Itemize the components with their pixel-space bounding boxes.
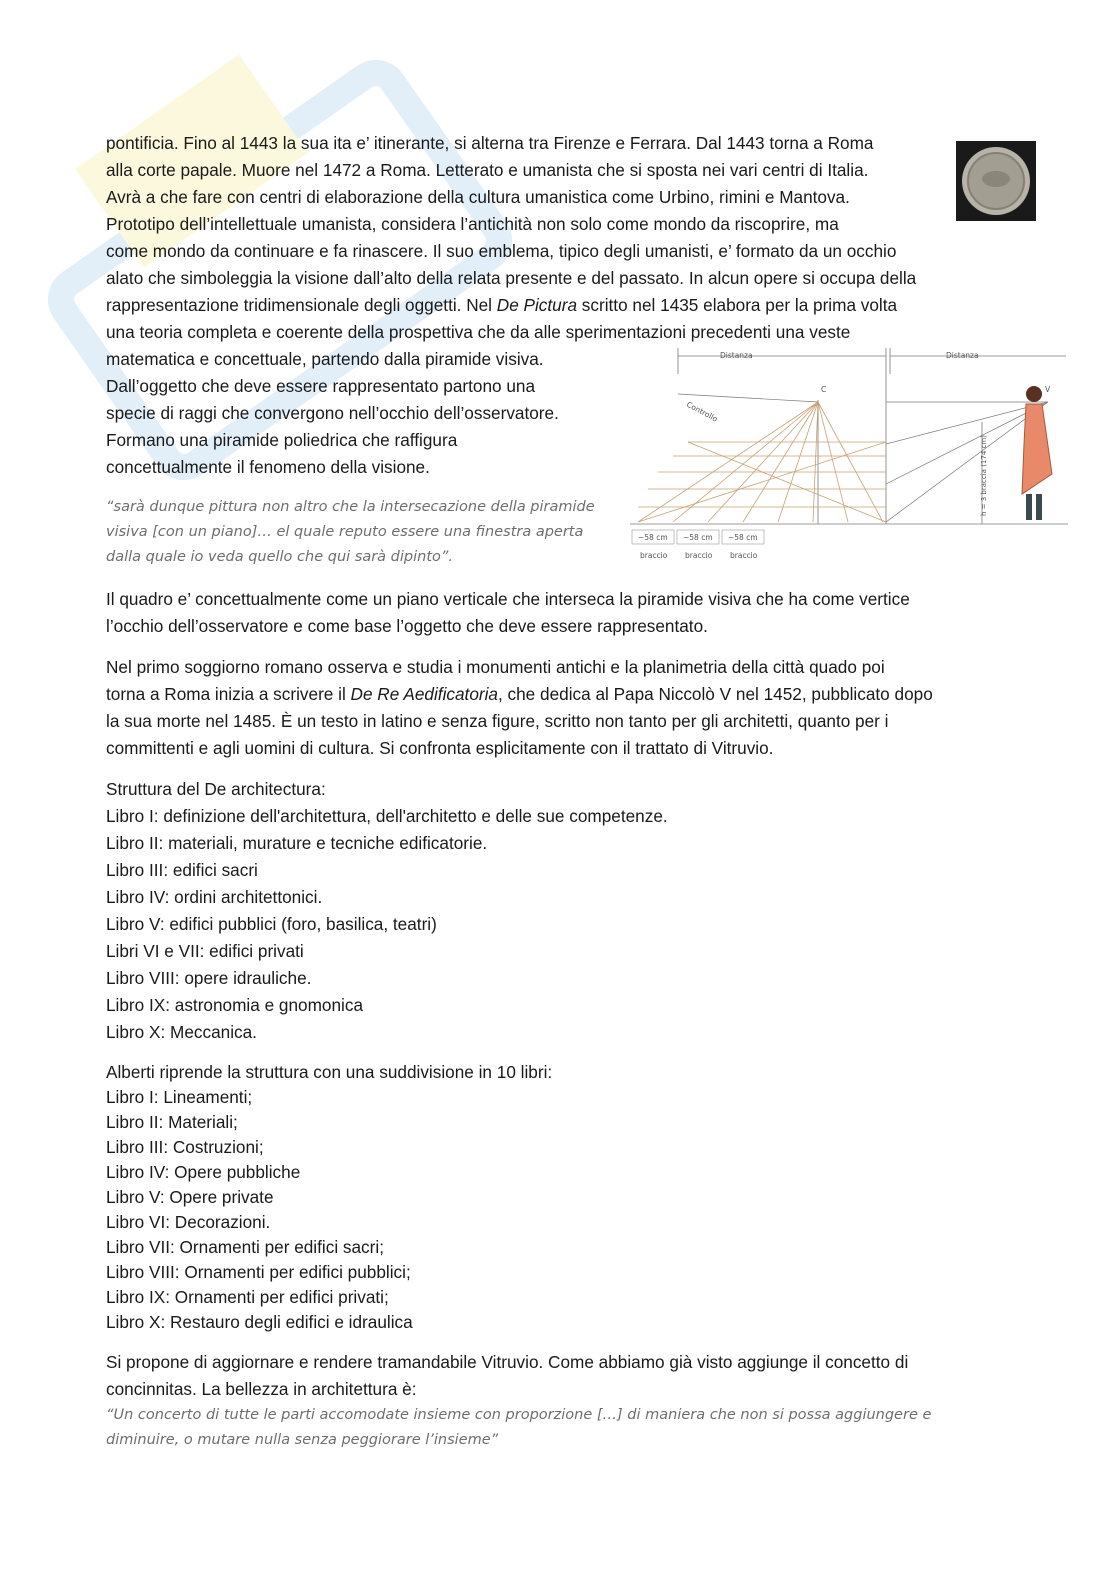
- text-line: torna a Roma inizia a scrivere il De Re Aedificatoria, che dedica al Papa Niccolò V nel 1452, pubblicato dopo: [106, 684, 933, 704]
- quote-line: visiva [con un piano]… el quale reputo essere una finestra aperta: [106, 524, 584, 540]
- quadro-paragraph: [106, 586, 1006, 640]
- text-line: Dall’oggetto che deve essere rappresentato partono una: [106, 376, 536, 396]
- list-item: Libri VI e VII: edifici privati: [106, 941, 304, 961]
- concinnitas-paragraph: [106, 1349, 1006, 1403]
- unit-1: ~58 cm: [638, 533, 668, 542]
- alberti-quote: [106, 495, 1006, 570]
- text-line: matematica e concettuale, partendo dalla piramide visiva.: [106, 349, 544, 369]
- braccio-2: braccio: [685, 551, 713, 560]
- text-line: rappresentazione tridimensionale degli oggetti. Nel De Pictura scritto nel 1435 elabora per la prima volta: [106, 295, 898, 315]
- de-re-aedificatoria-title: De Re Aedificatoria: [350, 684, 498, 704]
- list-item: Libro VI: Decorazioni.: [106, 1212, 271, 1232]
- list-item: Libro I: definizione dell'architettura, dell'architetto e delle sue competenze.: [106, 806, 668, 826]
- roma-paragraph: [106, 654, 1006, 762]
- text-line: Si propone di aggiornare e rendere tramandabile Vitruvio. Come abbiamo già visto aggiunge il concetto di: [106, 1352, 909, 1372]
- quote-line: “Un concerto di tutte le parti accomodate insieme con proporzione […] di maniera che non si possa aggiungere e: [106, 1407, 932, 1423]
- list-item: Libro II: Materiali;: [106, 1112, 238, 1132]
- text-line: specie di raggi che convergono nell’occhio dell’osservatore.: [106, 403, 559, 423]
- list-item: Libro IV: ordini architettonici.: [106, 887, 323, 907]
- list-item: Libro IX: astronomia e gnomonica: [106, 995, 363, 1015]
- text-line: concinnitas. La bellezza in architettura è:: [106, 1379, 417, 1399]
- list-item: Libro II: materiali, murature e tecniche edificatorie.: [106, 833, 488, 853]
- text-line: concettualmente il fenomeno della visione.: [106, 457, 430, 477]
- text-line: una teoria completa e coerente della prospettiva che da alle sperimentazioni precedenti una veste: [106, 322, 851, 342]
- text-line: Avrà a che fare con centri di elaborazione della cultura umanistica come Urbino, rimini e Mantova.: [106, 187, 850, 207]
- list-item: Libro IX: Ornamenti per edifici privati;: [106, 1287, 389, 1307]
- label-controllo: Controllo: [685, 399, 720, 424]
- text-line: Prototipo dell’intellettuale umanista, considera l’antichità non solo come mondo da riscoprire, ma: [106, 214, 839, 234]
- text-line: la sua morte nel 1485. È un testo in latino e senza figure, scritto non tanto per gli architetti, quanto per i: [106, 711, 889, 731]
- list-item: Libro I: Lineamenti;: [106, 1087, 253, 1107]
- quote-line: diminuire, o mutare nulla senza peggiorare l’insieme”: [106, 1432, 499, 1448]
- text-line: committenti e agli uomini di cultura. Si confronta esplicitamente con il trattato di Vitruvio.: [106, 738, 774, 758]
- alberti-structure-list: [106, 1060, 1006, 1335]
- label-height: h = 3 braccia (174 cm): [980, 435, 988, 516]
- text-line: pontificia. Fino al 1443 la sua ita e’ itinerante, si alterna tra Firenze e Ferrara. Dal 1443 torna a Roma: [106, 133, 874, 153]
- label-distanza-2: Distanza: [946, 351, 979, 360]
- text-line: Formano una piramide poliedrica che raffigura: [106, 430, 458, 450]
- list-item: Libro III: Costruzioni;: [106, 1137, 264, 1157]
- list-item: Libro X: Restauro degli edifici e idraulica: [106, 1312, 413, 1332]
- list-item: Libro VII: Ornamenti per edifici sacri;: [106, 1237, 384, 1257]
- observer-figure: [1022, 386, 1052, 520]
- text-line: Il quadro e’ concettualmente come un piano verticale che interseca la piramide visiva che ha come vertice: [106, 589, 910, 609]
- label-c: C: [821, 385, 827, 394]
- de-pictura-title: De Pictura: [496, 295, 578, 315]
- list-heading: Struttura del De architectura:: [106, 779, 326, 799]
- unit-2: ~58 cm: [683, 533, 713, 542]
- vitruvio-structure-list: [106, 776, 1006, 1046]
- list-item: Libro V: Opere private: [106, 1187, 274, 1207]
- braccio-3: braccio: [730, 551, 758, 560]
- intro-paragraph: [106, 130, 956, 481]
- braccio-1: braccio: [640, 551, 668, 560]
- quote-line: “sarà dunque pittura non altro che la intersecazione della piramide: [106, 499, 595, 515]
- label-distanza-1: Distanza: [720, 351, 753, 360]
- text-line: Nel primo soggiorno romano osserva e studia i monumenti antichi e la planimetria della città quado poi: [106, 657, 885, 677]
- quote-line: dalla quale io veda quello che qui sarà dipinto”.: [106, 549, 453, 565]
- list-item: Libro X: Meccanica.: [106, 1022, 257, 1042]
- list-heading: Alberti riprende la struttura con una suddivisione in 10 libri:: [106, 1062, 553, 1082]
- list-item: Libro V: edifici pubblici (foro, basilica, teatri): [106, 914, 437, 934]
- text-line: alato che simboleggia la visione dall’alto della relata presente e del passato. In alcun opere si occupa della: [106, 268, 917, 288]
- text-line: alla corte papale. Muore nel 1472 a Roma. Letterato e umanista che si sposta nei vari centri di Italia.: [106, 160, 869, 180]
- document-body: [106, 130, 1006, 1453]
- unit-3: ~58 cm: [728, 533, 758, 542]
- list-item: Libro III: edifici sacri: [106, 860, 258, 880]
- list-item: Libro IV: Opere pubbliche: [106, 1162, 301, 1182]
- bellezza-quote: [106, 1403, 1006, 1453]
- text-line: come mondo da continuare e fa rinascere. Il suo emblema, tipico degli umanisti, e’ formato da un occhio: [106, 241, 897, 261]
- label-v: V: [1045, 385, 1051, 394]
- text-line: l’occhio dell’osservatore e come base l’oggetto che deve essere rappresentato.: [106, 616, 708, 636]
- list-item: Libro VIII: Ornamenti per edifici pubblici;: [106, 1262, 411, 1282]
- list-item: Libro VIII: opere idrauliche.: [106, 968, 312, 988]
